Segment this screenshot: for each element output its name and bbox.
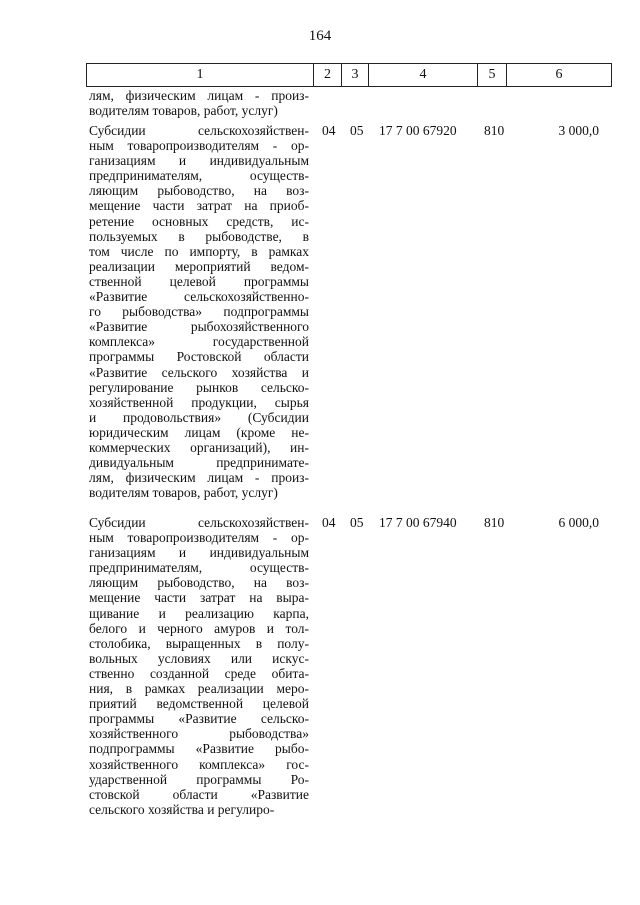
text-line: коммерческих организаций), ин-	[89, 439, 309, 455]
text-line: стовской области «Развитие	[89, 786, 309, 802]
text-line: Субсидии сельскохозяйствен-	[89, 515, 309, 530]
header-col-5: 5	[478, 64, 507, 87]
subsection-code: 05	[350, 515, 364, 530]
text-line: ляющим рыбоводство, на воз-	[89, 575, 309, 591]
text-line: хозяйственного рыбоводства»	[89, 726, 309, 742]
text-line: лям, физическим лицам - произ-	[89, 88, 309, 103]
target-article-code: 17 7 00 67920	[379, 123, 457, 138]
text-line: мещение части затрат на приоб-	[89, 198, 309, 214]
text-line: го рыбоводства» подпрограммы	[89, 304, 309, 320]
header-col-6: 6	[507, 64, 612, 87]
page-number: 164	[308, 28, 332, 44]
text-line: хозяйственного комплекса» гос-	[89, 756, 309, 772]
text-line: мещение части затрат на выра-	[89, 590, 309, 606]
text-line: сельского хозяйства и регулиро-	[89, 801, 275, 817]
table-header	[86, 63, 612, 87]
text-line: регулирование рынков сельско-	[89, 379, 309, 395]
header-col-3: 3	[342, 64, 369, 87]
text-line: ным товаропроизводителям - ор-	[89, 530, 309, 546]
text-line: юридическим лицам (кроме не-	[89, 424, 309, 440]
amount: 3 000,0	[558, 123, 599, 138]
text-line: ственной целевой программы	[89, 273, 309, 289]
text-line: Субсидии сельскохозяйствен-	[89, 123, 309, 138]
expense-type-code: 810	[484, 515, 505, 530]
header-col-4: 4	[369, 64, 478, 87]
text-line: ния, в рамках реализации меро-	[89, 681, 309, 697]
header-col-2: 2	[314, 64, 342, 87]
subsection-code: 05	[350, 123, 364, 138]
text-line: реализации мероприятий ведом-	[89, 258, 309, 274]
text-line: подпрограммы «Развитие рыбо-	[89, 741, 309, 757]
text-line: и продовольствия» (Субсидии	[89, 409, 309, 425]
target-article-code: 17 7 00 67940	[379, 515, 457, 530]
text-line: ным товаропроизводителям - ор-	[89, 138, 309, 154]
header-col-1: 1	[87, 64, 314, 87]
text-line: ганизациям и индивидуальным	[89, 545, 309, 561]
text-line: лям, физическим лицам - произ-	[89, 470, 309, 486]
text-line: ляющим рыбоводство, на воз-	[89, 183, 309, 199]
text-line: ретение основных средств, ис-	[89, 213, 309, 229]
text-line: водителям товаров, работ, услуг)	[89, 103, 278, 119]
expense-type-code: 810	[484, 123, 505, 138]
text-line: предпринимателям, осуществ-	[89, 560, 309, 576]
text-line: щивание и реализацию карпа,	[89, 605, 309, 621]
text-line: «Развитие рыбохозяйственного	[89, 319, 309, 335]
text-line: комплекса» государственной	[89, 334, 309, 350]
text-line: ганизациям и индивидуальным	[89, 153, 309, 169]
text-line: белого и черного амуров и тол-	[89, 620, 309, 636]
text-line: программы Ростовской области	[89, 349, 309, 365]
text-line: том числе по импорту, в рамках	[89, 243, 309, 259]
text-line: приятий ведомственной целевой	[89, 696, 309, 712]
text-line: дивидуальным предпринимате-	[89, 455, 309, 471]
text-line: хозяйственной продукции, сырья	[89, 394, 309, 410]
text-line: «Развитие сельскохозяйственно-	[89, 289, 309, 305]
text-line: ственно созданной среде обита-	[89, 665, 309, 681]
section-code: 04	[322, 515, 336, 530]
amount: 6 000,0	[558, 515, 599, 530]
text-line: ударственной программы Ро-	[89, 771, 309, 787]
text-line: водителям товаров, работ, услуг)	[89, 485, 278, 501]
text-line: предпринимателям, осуществ-	[89, 168, 309, 184]
text-line: программы «Развитие сельско-	[89, 711, 309, 727]
text-line: пользуемых в рыбоводстве, в	[89, 228, 309, 244]
text-line: «Развитие сельского хозяйства и	[89, 364, 309, 380]
section-code: 04	[322, 123, 336, 138]
text-line: столобика, выращенных в полу-	[89, 635, 309, 651]
text-line: вольных условиях или искус-	[89, 650, 309, 666]
